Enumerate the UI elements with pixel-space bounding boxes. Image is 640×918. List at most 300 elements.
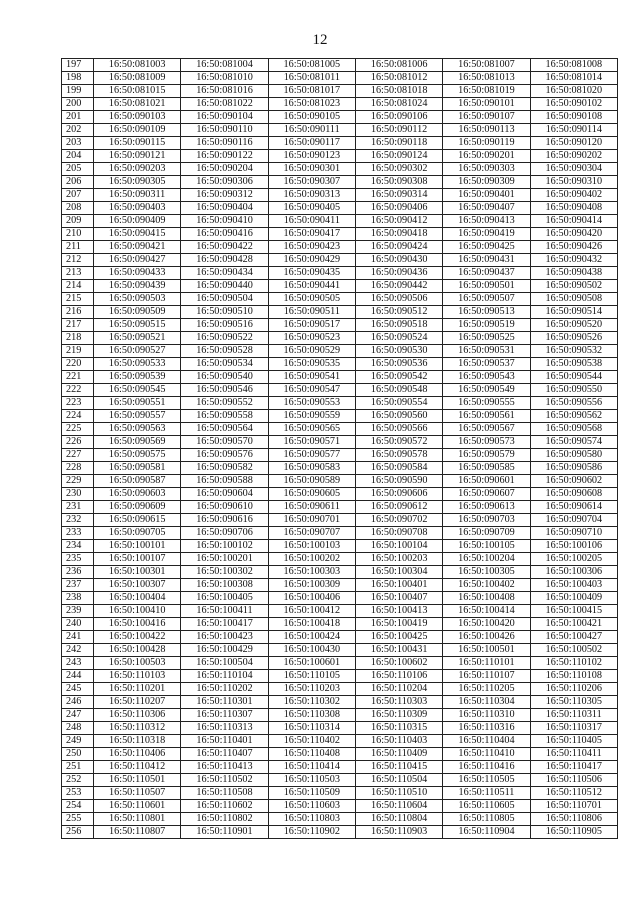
cadastral-number-cell: 16:50:110302 [268,696,355,709]
cadastral-number-cell: 16:50:090519 [443,319,530,332]
cadastral-number-cell: 16:50:090418 [355,228,442,241]
cadastral-number-cell: 16:50:110310 [443,709,530,722]
cadastral-number-cell: 16:50:090118 [355,137,442,150]
cadastral-number-cell: 16:50:090703 [443,514,530,527]
cadastral-number-cell: 16:50:090107 [443,111,530,124]
cadastral-number-cell: 16:50:090403 [94,202,181,215]
cadastral-number-cell: 16:50:100102 [181,540,268,553]
table-row [62,59,618,72]
cadastral-number-cell: 16:50:110505 [443,774,530,787]
cadastral-number-cell: 16:50:110605 [443,800,530,813]
cadastral-number-cell: 16:50:090522 [181,332,268,345]
cadastral-number-cell: 16:50:110107 [443,670,530,683]
cadastral-number-cell: 16:50:090436 [355,267,442,280]
cadastral-number-cell: 16:50:090536 [355,358,442,371]
row-number-cell: 227 [62,449,94,462]
row-number-cell: 237 [62,579,94,592]
cadastral-number-cell: 16:50:100107 [94,553,181,566]
cadastral-number-cell: 16:50:100303 [268,566,355,579]
cadastral-number-cell: 16:50:110408 [268,748,355,761]
cadastral-number-cell: 16:50:090524 [355,332,442,345]
cadastral-number-cell: 16:50:090606 [355,488,442,501]
cadastral-number-cell: 16:50:110104 [181,670,268,683]
cadastral-number-cell: 16:50:100302 [181,566,268,579]
cadastral-number-cell: 16:50:110203 [268,683,355,696]
cadastral-number-cell: 16:50:090440 [181,280,268,293]
cadastral-number-cell: 16:50:100602 [355,657,442,670]
table-row [62,670,618,683]
cadastral-number-cell: 16:50:090441 [268,280,355,293]
cadastral-number-cell: 16:50:090432 [530,254,617,267]
cadastral-number-cell: 16:50:090707 [268,527,355,540]
row-number-cell: 198 [62,72,94,85]
cadastral-number-cell: 16:50:090311 [94,189,181,202]
cadastral-number-cell: 16:50:090613 [443,501,530,514]
table-row [62,332,618,345]
cadastral-number-cell: 16:50:110601 [94,800,181,813]
cadastral-number-cell: 16:50:090569 [94,436,181,449]
cadastral-number-cell: 16:50:090438 [530,267,617,280]
cadastral-number-cell: 16:50:100428 [94,644,181,657]
cadastral-number-cell: 16:50:110103 [94,670,181,683]
table-row [62,72,618,85]
cadastral-number-cell: 16:50:090539 [94,371,181,384]
cadastral-number-cell: 16:50:090304 [530,163,617,176]
cadastral-number-cell: 16:50:090417 [268,228,355,241]
cadastral-number-cell: 16:50:090575 [94,449,181,462]
cadastral-number-cell: 16:50:090112 [355,124,442,137]
row-number-cell: 211 [62,241,94,254]
cadastral-number-cell: 16:50:090585 [443,462,530,475]
cadastral-number-cell: 16:50:100308 [181,579,268,592]
cadastral-number-cell: 16:50:081007 [443,59,530,72]
cadastral-number-cell: 16:50:090562 [530,410,617,423]
cadastral-number-cell: 16:50:110409 [355,748,442,761]
cadastral-number-cell: 16:50:100402 [443,579,530,592]
row-number-cell: 232 [62,514,94,527]
cadastral-number-cell: 16:50:090312 [181,189,268,202]
cadastral-number-cell: 16:50:090705 [94,527,181,540]
cadastral-number-cell: 16:50:090101 [443,98,530,111]
cadastral-number-cell: 16:50:110602 [181,800,268,813]
cadastral-number-cell: 16:50:090609 [94,501,181,514]
cadastral-number-cell: 16:50:100409 [530,592,617,605]
row-number-cell: 221 [62,371,94,384]
cadastral-number-cell: 16:50:100415 [530,605,617,618]
cadastral-number-cell: 16:50:081005 [268,59,355,72]
cadastral-number-cell: 16:50:100423 [181,631,268,644]
cadastral-number-cell: 16:50:110301 [181,696,268,709]
cadastral-number-cell: 16:50:090581 [94,462,181,475]
cadastral-number-cell: 16:50:090402 [530,189,617,202]
cadastral-number-cell: 16:50:090547 [268,384,355,397]
cadastral-number-cell: 16:50:110307 [181,709,268,722]
cadastral-number-cell: 16:50:110415 [355,761,442,774]
cadastral-number-cell: 16:50:090433 [94,267,181,280]
cadastral-number-cell: 16:50:090412 [355,215,442,228]
cadastral-number-cell: 16:50:090111 [268,124,355,137]
cadastral-number-cell: 16:50:110503 [268,774,355,787]
row-number-cell: 219 [62,345,94,358]
cadastral-number-cell: 16:50:110903 [355,826,442,839]
cadastral-number-cell: 16:50:090419 [443,228,530,241]
cadastral-number-cell: 16:50:090409 [94,215,181,228]
cadastral-number-cell: 16:50:100416 [94,618,181,631]
row-number-cell: 197 [62,59,94,72]
cadastral-number-cell: 16:50:090535 [268,358,355,371]
cadastral-number-cell: 16:50:090303 [443,163,530,176]
cadastral-number-cell: 16:50:090427 [94,254,181,267]
table-row [62,371,618,384]
cadastral-number-cell: 16:50:090549 [443,384,530,397]
cadastral-number-cell: 16:50:110509 [268,787,355,800]
row-number-cell: 246 [62,696,94,709]
cadastral-number-cell: 16:50:090301 [268,163,355,176]
cadastral-number-cell: 16:50:100418 [268,618,355,631]
cadastral-number-cell: 16:50:090583 [268,462,355,475]
cadastral-number-cell: 16:50:110510 [355,787,442,800]
cadastral-number-cell: 16:50:100414 [443,605,530,618]
cadastral-number-cell: 16:50:090503 [94,293,181,306]
cadastral-number-cell: 16:50:090530 [355,345,442,358]
table-row [62,579,618,592]
cadastral-number-cell: 16:50:090701 [268,514,355,527]
cadastral-number-cell: 16:50:100503 [94,657,181,670]
cadastral-number-cell: 16:50:081023 [268,98,355,111]
row-number-cell: 204 [62,150,94,163]
row-number-cell: 205 [62,163,94,176]
row-number-cell: 254 [62,800,94,813]
table-row [62,592,618,605]
cadastral-number-cell: 16:50:100301 [94,566,181,579]
cadastral-quarters-table [61,58,618,839]
table-row [62,657,618,670]
row-number-cell: 200 [62,98,94,111]
cadastral-number-cell: 16:50:110315 [355,722,442,735]
cadastral-number-cell: 16:50:081016 [181,85,268,98]
cadastral-number-cell: 16:50:100419 [355,618,442,631]
row-number-cell: 218 [62,332,94,345]
cadastral-number-cell: 16:50:090110 [181,124,268,137]
table-row [62,254,618,267]
cadastral-number-cell: 16:50:090557 [94,410,181,423]
table-row [62,826,618,839]
cadastral-number-cell: 16:50:090563 [94,423,181,436]
table-row [62,774,618,787]
cadastral-number-cell: 16:50:090401 [443,189,530,202]
cadastral-number-cell: 16:50:110202 [181,683,268,696]
cadastral-number-cell: 16:50:100430 [268,644,355,657]
table-row [62,358,618,371]
cadastral-number-cell: 16:50:110511 [443,787,530,800]
row-number-cell: 202 [62,124,94,137]
cadastral-number-cell: 16:50:090123 [268,150,355,163]
cadastral-number-cell: 16:50:090551 [94,397,181,410]
table-row [62,618,618,631]
cadastral-number-cell: 16:50:090605 [268,488,355,501]
cadastral-number-cell: 16:50:100412 [268,605,355,618]
table-row [62,787,618,800]
cadastral-number-cell: 16:50:081020 [530,85,617,98]
table-row [62,319,618,332]
cadastral-number-cell: 16:50:090612 [355,501,442,514]
cadastral-number-cell: 16:50:110410 [443,748,530,761]
cadastral-number-cell: 16:50:090710 [530,527,617,540]
cadastral-number-cell: 16:50:081013 [443,72,530,85]
cadastral-number-cell: 16:50:100411 [181,605,268,618]
cadastral-number-cell: 16:50:090428 [181,254,268,267]
cadastral-number-cell: 16:50:090313 [268,189,355,202]
cadastral-number-cell: 16:50:110304 [443,696,530,709]
row-number-cell: 210 [62,228,94,241]
cadastral-number-cell: 16:50:090550 [530,384,617,397]
cadastral-number-cell: 16:50:090309 [443,176,530,189]
cadastral-number-cell: 16:50:100427 [530,631,617,644]
row-number-cell: 220 [62,358,94,371]
table-row [62,683,618,696]
cadastral-number-cell: 16:50:100424 [268,631,355,644]
table-row [62,410,618,423]
cadastral-number-cell: 16:50:100431 [355,644,442,657]
cadastral-number-cell: 16:50:090545 [94,384,181,397]
row-number-cell: 223 [62,397,94,410]
cadastral-number-cell: 16:50:110904 [443,826,530,839]
cadastral-number-cell: 16:50:090523 [268,332,355,345]
cadastral-number-cell: 16:50:110406 [94,748,181,761]
cadastral-number-cell: 16:50:100403 [530,579,617,592]
cadastral-number-cell: 16:50:090579 [443,449,530,462]
row-number-cell: 229 [62,475,94,488]
cadastral-number-cell: 16:50:081006 [355,59,442,72]
row-number-cell: 255 [62,813,94,826]
cadastral-number-cell: 16:50:090706 [181,527,268,540]
table-row [62,345,618,358]
cadastral-number-cell: 16:50:110802 [181,813,268,826]
cadastral-number-cell: 16:50:090104 [181,111,268,124]
row-number-cell: 249 [62,735,94,748]
cadastral-number-cell: 16:50:090509 [94,306,181,319]
cadastral-number-cell: 16:50:110313 [181,722,268,735]
table-row [62,150,618,163]
row-number-cell: 206 [62,176,94,189]
cadastral-number-cell: 16:50:090561 [443,410,530,423]
table-row [62,800,618,813]
cadastral-number-cell: 16:50:090305 [94,176,181,189]
cadastral-number-cell: 16:50:090571 [268,436,355,449]
cadastral-number-cell: 16:50:090203 [94,163,181,176]
row-number-cell: 226 [62,436,94,449]
cadastral-number-cell: 16:50:110314 [268,722,355,735]
cadastral-number-cell: 16:50:090102 [530,98,617,111]
row-number-cell: 207 [62,189,94,202]
cadastral-number-cell: 16:50:110807 [94,826,181,839]
cadastral-number-cell: 16:50:110501 [94,774,181,787]
cadastral-number-cell: 16:50:090603 [94,488,181,501]
cadastral-number-cell: 16:50:100201 [181,553,268,566]
row-number-cell: 253 [62,787,94,800]
cadastral-number-cell: 16:50:090537 [443,358,530,371]
cadastral-number-cell: 16:50:090704 [530,514,617,527]
table-row [62,488,618,501]
cadastral-number-cell: 16:50:090708 [355,527,442,540]
row-number-cell: 238 [62,592,94,605]
cadastral-number-cell: 16:50:090570 [181,436,268,449]
cadastral-number-cell: 16:50:090589 [268,475,355,488]
table-row [62,514,618,527]
cadastral-number-cell: 16:50:090201 [443,150,530,163]
cadastral-number-cell: 16:50:090517 [268,319,355,332]
cadastral-number-cell: 16:50:090529 [268,345,355,358]
cadastral-number-cell: 16:50:110416 [443,761,530,774]
table-row [62,475,618,488]
cadastral-number-cell: 16:50:100203 [355,553,442,566]
cadastral-number-cell: 16:50:100422 [94,631,181,644]
cadastral-number-cell: 16:50:110411 [530,748,617,761]
cadastral-number-cell: 16:50:090121 [94,150,181,163]
row-number-cell: 224 [62,410,94,423]
cadastral-number-cell: 16:50:090108 [530,111,617,124]
cadastral-number-cell: 16:50:090109 [94,124,181,137]
table-row [62,527,618,540]
cadastral-number-cell: 16:50:110507 [94,787,181,800]
table-row [62,280,618,293]
table-row [62,111,618,124]
row-number-cell: 230 [62,488,94,501]
row-number-cell: 251 [62,761,94,774]
table-row [62,215,618,228]
cadastral-number-cell: 16:50:090306 [181,176,268,189]
cadastral-number-cell: 16:50:090533 [94,358,181,371]
row-number-cell: 222 [62,384,94,397]
cadastral-number-cell: 16:50:110318 [94,735,181,748]
cadastral-number-cell: 16:50:090559 [268,410,355,423]
row-number-cell: 234 [62,540,94,553]
cadastral-number-cell: 16:50:100404 [94,592,181,605]
cadastral-number-cell: 16:50:090106 [355,111,442,124]
cadastral-number-cell: 16:50:090541 [268,371,355,384]
cadastral-number-cell: 16:50:090556 [530,397,617,410]
cadastral-number-cell: 16:50:090103 [94,111,181,124]
table-row [62,163,618,176]
table-row [62,397,618,410]
cadastral-number-cell: 16:50:090431 [443,254,530,267]
cadastral-number-cell: 16:50:110905 [530,826,617,839]
cadastral-number-cell: 16:50:090543 [443,371,530,384]
cadastral-number-cell: 16:50:110508 [181,787,268,800]
page-number: 12 [312,32,328,48]
cadastral-number-cell: 16:50:090553 [268,397,355,410]
cadastral-number-cell: 16:50:090565 [268,423,355,436]
row-number-cell: 244 [62,670,94,683]
table-row [62,722,618,735]
cadastral-number-cell: 16:50:110504 [355,774,442,787]
cadastral-number-cell: 16:50:090507 [443,293,530,306]
cadastral-number-cell: 16:50:090564 [181,423,268,436]
cadastral-number-cell: 16:50:090302 [355,163,442,176]
cadastral-number-cell: 16:50:100413 [355,605,442,618]
cadastral-number-cell: 16:50:100106 [530,540,617,553]
table-row [62,202,618,215]
cadastral-number-cell: 16:50:090512 [355,306,442,319]
cadastral-number-cell: 16:50:110206 [530,683,617,696]
row-number-cell: 217 [62,319,94,332]
cadastral-number-cell: 16:50:090574 [530,436,617,449]
cadastral-number-cell: 16:50:081011 [268,72,355,85]
cadastral-number-cell: 16:50:081022 [181,98,268,111]
cadastral-number-cell: 16:50:100420 [443,618,530,631]
cadastral-number-cell: 16:50:090608 [530,488,617,501]
cadastral-number-cell: 16:50:100417 [181,618,268,631]
cadastral-number-cell: 16:50:090572 [355,436,442,449]
cadastral-number-cell: 16:50:090531 [443,345,530,358]
row-number-cell: 236 [62,566,94,579]
cadastral-number-cell: 16:50:100601 [268,657,355,670]
cadastral-number-cell: 16:50:090520 [530,319,617,332]
cadastral-number-cell: 16:50:100101 [94,540,181,553]
cadastral-number-cell: 16:50:081004 [181,59,268,72]
cadastral-number-cell: 16:50:090590 [355,475,442,488]
cadastral-number-cell: 16:50:100407 [355,592,442,605]
cadastral-number-cell: 16:50:090584 [355,462,442,475]
cadastral-number-cell: 16:50:090314 [355,189,442,202]
cadastral-number-cell: 16:50:090116 [181,137,268,150]
cadastral-number-cell: 16:50:110502 [181,774,268,787]
cadastral-number-cell: 16:50:100104 [355,540,442,553]
cadastral-number-cell: 16:50:090528 [181,345,268,358]
row-number-cell: 252 [62,774,94,787]
cadastral-number-cell: 16:50:100425 [355,631,442,644]
row-number-cell: 235 [62,553,94,566]
cadastral-number-cell: 16:50:090113 [443,124,530,137]
cadastral-number-cell: 16:50:100204 [443,553,530,566]
cadastral-number-cell: 16:50:110205 [443,683,530,696]
cadastral-number-cell: 16:50:100202 [268,553,355,566]
cadastral-number-cell: 16:50:090202 [530,150,617,163]
cadastral-number-cell: 16:50:081018 [355,85,442,98]
cadastral-number-cell: 16:50:090604 [181,488,268,501]
cadastral-number-cell: 16:50:090552 [181,397,268,410]
cadastral-number-cell: 16:50:110407 [181,748,268,761]
cadastral-number-cell: 16:50:090506 [355,293,442,306]
cadastral-number-cell: 16:50:100306 [530,566,617,579]
table-row [62,384,618,397]
cadastral-number-cell: 16:50:090515 [94,319,181,332]
cadastral-number-cell: 16:50:090610 [181,501,268,514]
cadastral-number-cell: 16:50:110404 [443,735,530,748]
cadastral-number-cell: 16:50:090542 [355,371,442,384]
cadastral-number-cell: 16:50:090567 [443,423,530,436]
cadastral-number-cell: 16:50:081014 [530,72,617,85]
cadastral-number-cell: 16:50:110309 [355,709,442,722]
cadastral-number-cell: 16:50:090582 [181,462,268,475]
cadastral-number-cell: 16:50:110311 [530,709,617,722]
cadastral-number-cell: 16:50:100408 [443,592,530,605]
cadastral-number-cell: 16:50:090307 [268,176,355,189]
cadastral-number-cell: 16:50:090607 [443,488,530,501]
row-number-cell: 239 [62,605,94,618]
cadastral-number-cell: 16:50:090423 [268,241,355,254]
cadastral-number-cell: 16:50:110305 [530,696,617,709]
table-row [62,553,618,566]
cadastral-number-cell: 16:50:110101 [443,657,530,670]
cadastral-number-cell: 16:50:110417 [530,761,617,774]
cadastral-number-cell: 16:50:100504 [181,657,268,670]
row-number-cell: 242 [62,644,94,657]
cadastral-number-cell: 16:50:110207 [94,696,181,709]
cadastral-number-cell: 16:50:100305 [443,566,530,579]
cadastral-number-cell: 16:50:090548 [355,384,442,397]
cadastral-number-cell: 16:50:090586 [530,462,617,475]
